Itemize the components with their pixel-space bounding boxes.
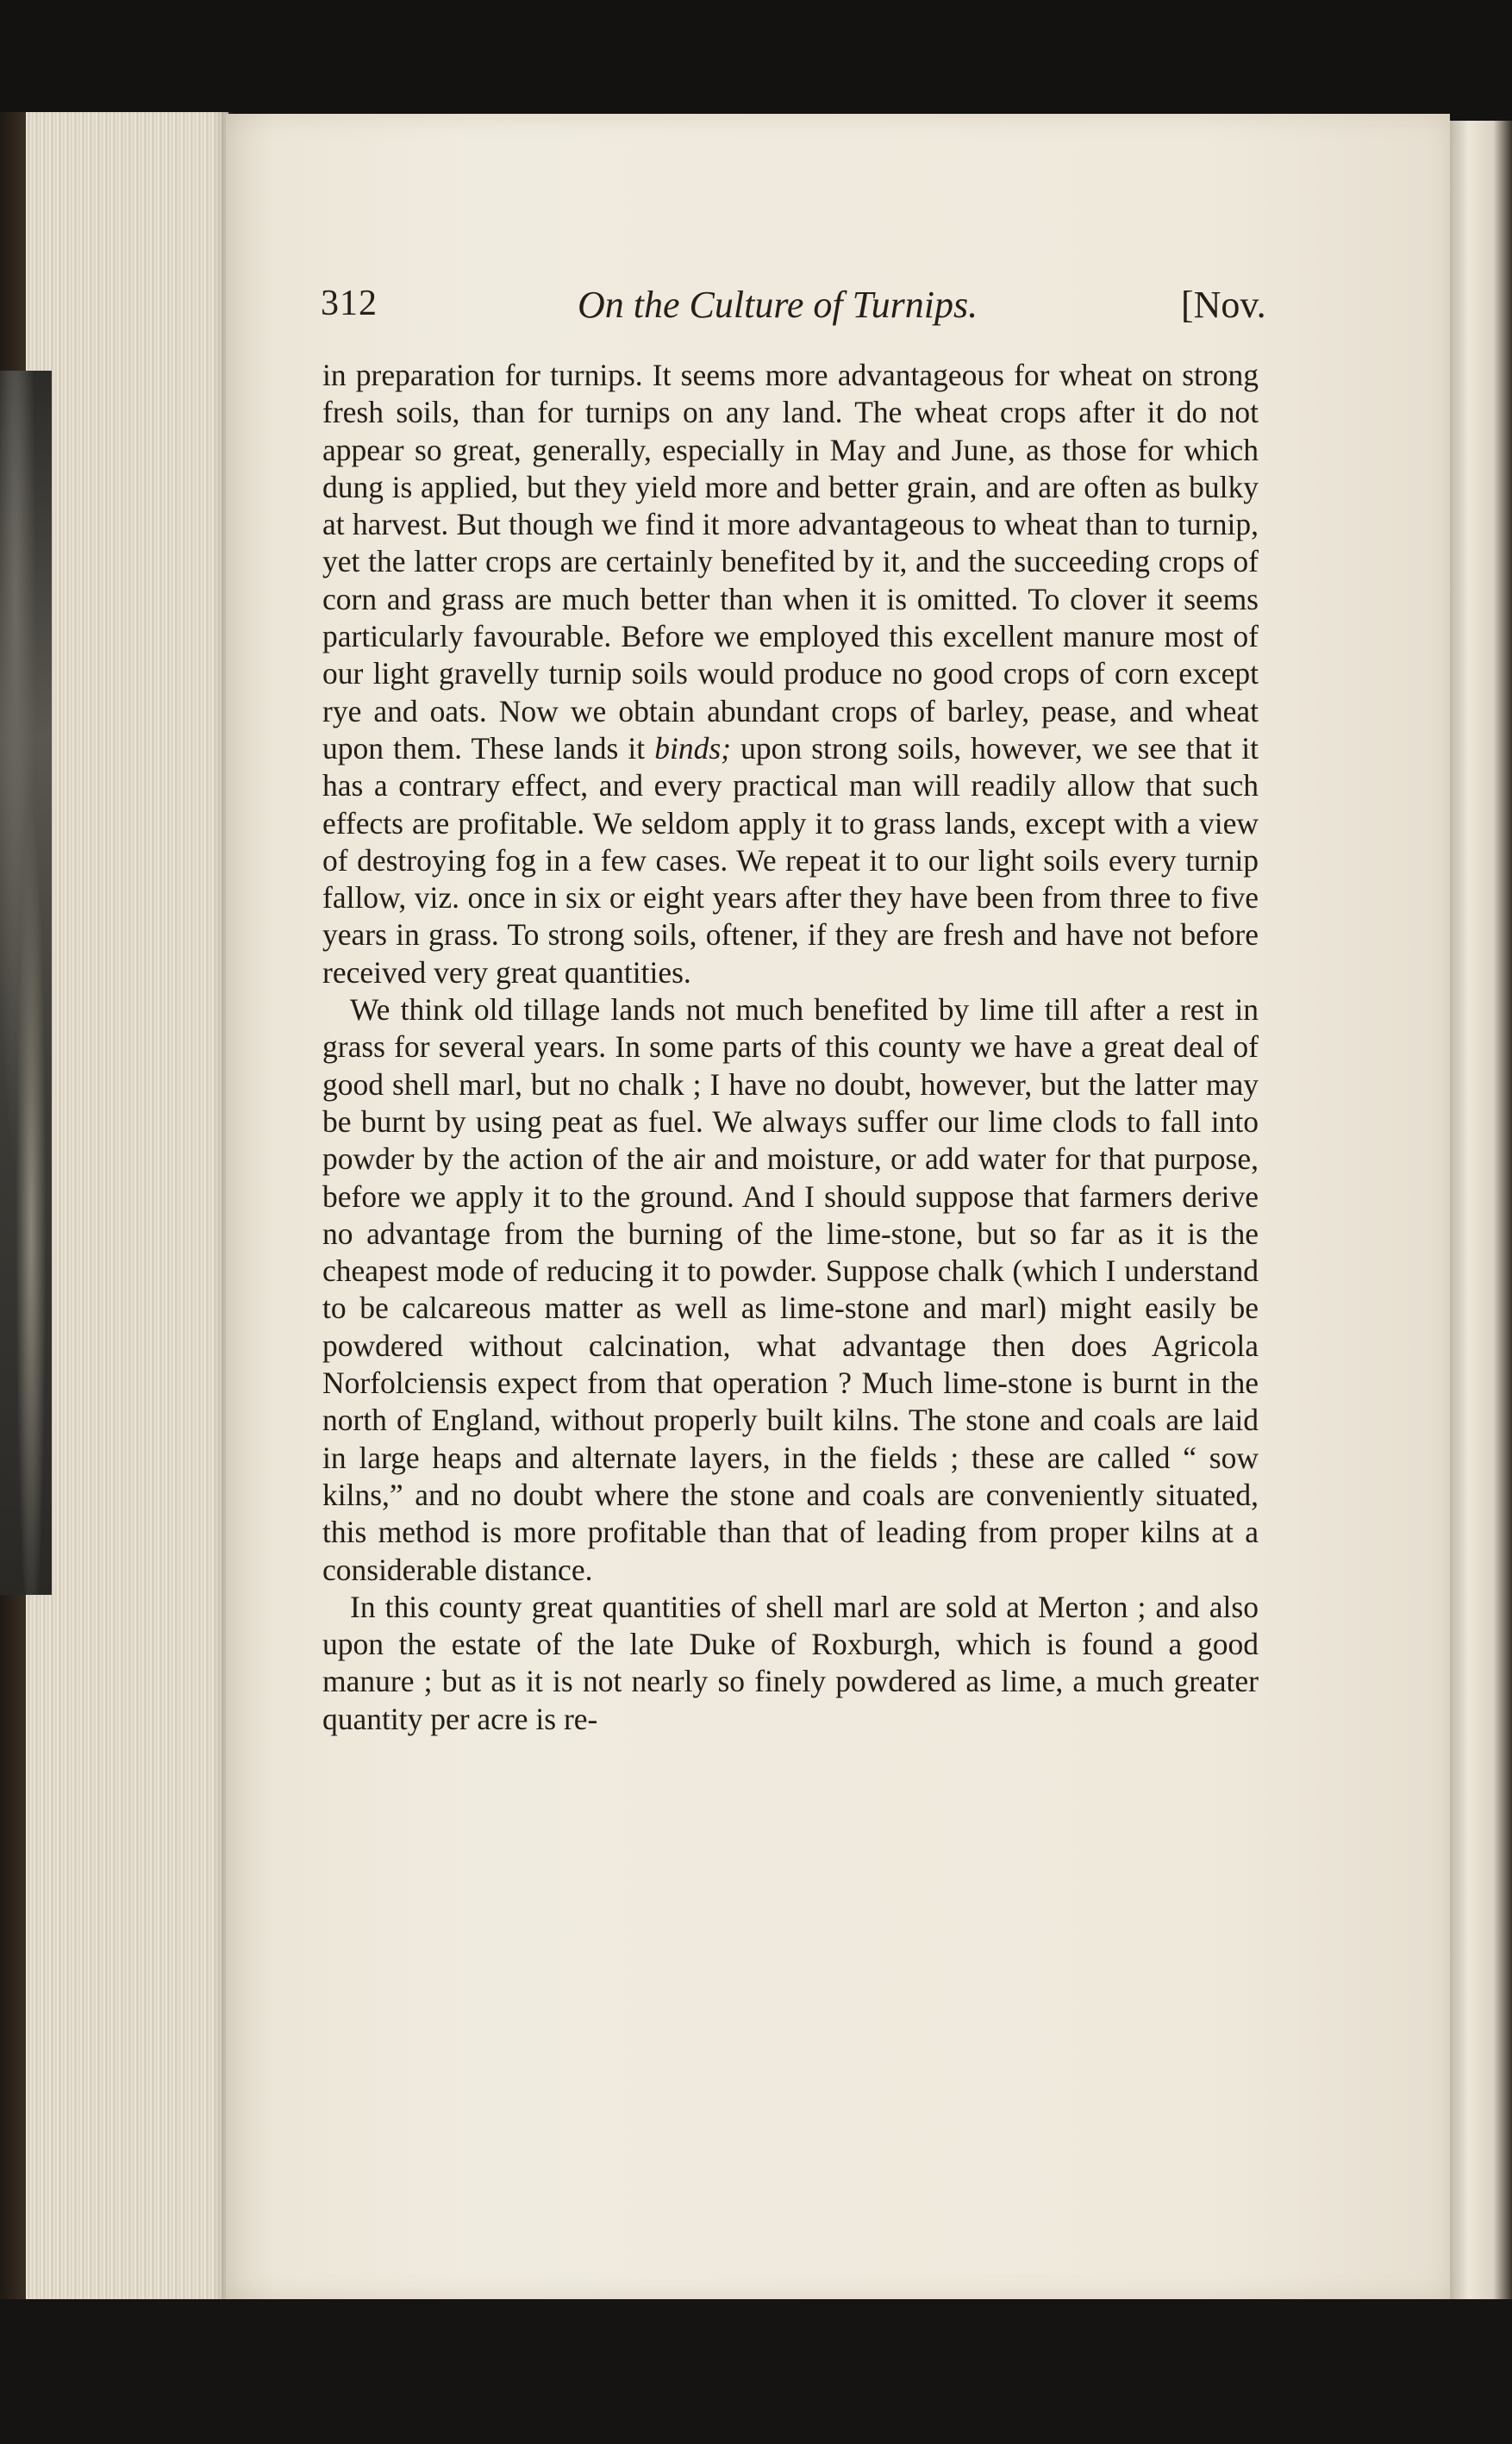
running-title: On the Culture of Turnips.: [578, 284, 978, 326]
running-month: [Nov.: [1181, 284, 1266, 326]
page-edges-right: [1450, 121, 1512, 2444]
paragraph: We think old tillage lands not much benefited by lime till after a rest in grass for several years. In some parts of this county we have a great deal of good shell marl, but no chalk ; I have no doubt, however, but the latter may be burnt by using peat as fuel. We always suffer our lime clods to fall into powder by the action of the air and moisture, or add water for that purpose, before we apply it to the ground. And I should suppose that farmers derive no advantage from the burning of the lime-stone, but so far as it is the cheapest mode of reducing it to powder. Suppose chalk (which I understand to be calcareous matter as well as lime-stone and marl) might easily be powdered without calcination, what advantage then does Agricola Norfolciensis expect from that operation ? Much lime-stone is burnt in the north of England, without properly built kilns. The stone and coals are laid in large heaps and alternate layers, in the fields ; these are called “ sow kilns,” and no doubt where the stone and coals are conveniently situated, this method is more profitable than that of leading from proper kilns at a considerable distance.: [322, 992, 1259, 1587]
running-head: [226, 283, 1450, 334]
paragraph-text: in preparation for turnips. It seems more advantageous for wheat on strong fresh soils, than for turnips on any land. The wheat crops after it do not appear so great, generally, especially in May and June, as those for which dung is applied, but they yield more and better grain, and are often as bulky at harvest. But though we find it more advantageous to wheat than to turnip, yet the latter crops are certainly benefited by it, and the succeeding crops of corn and grass are much better than when it is omitted. To clover it seems particularly favourable. Before we employed this excellent manure most of our light gravelly turnip soils would produce no good crops of corn except rye and oats. Now we obtain abundant crops of barley, pease, and wheat upon them. These lands it: [322, 358, 1259, 766]
book-page: [226, 114, 1450, 2299]
paragraph-text: upon strong soils, however, we see that it has a contrary effect, and every practical man will readily allow that such effects are profitable. We seldom apply it to grass lands, except with a view of destroying fog in a few cases. We repeat it to our light soils every turnip fallow, viz. once in six or eight years after they have been from three to five years in grass. To strong soils, oftener, if they are fresh and have not before received very great quantities.: [322, 730, 1259, 990]
paragraph: [322, 357, 1259, 991]
background-bottom: [0, 2299, 1512, 2444]
paragraph: In this county great quantities of shell marl are sold at Merton ; and also upon the estate of the late Duke of Roxburgh, which is found a good manure ; but as it is not nearly so finely powdered as lime, a much greater quantity per acre is re-: [322, 1589, 1259, 1736]
marbled-endpaper: [0, 371, 52, 1595]
italic-term: binds;: [654, 730, 731, 766]
body-text: [322, 357, 1259, 1738]
page-number: 312: [321, 284, 378, 323]
